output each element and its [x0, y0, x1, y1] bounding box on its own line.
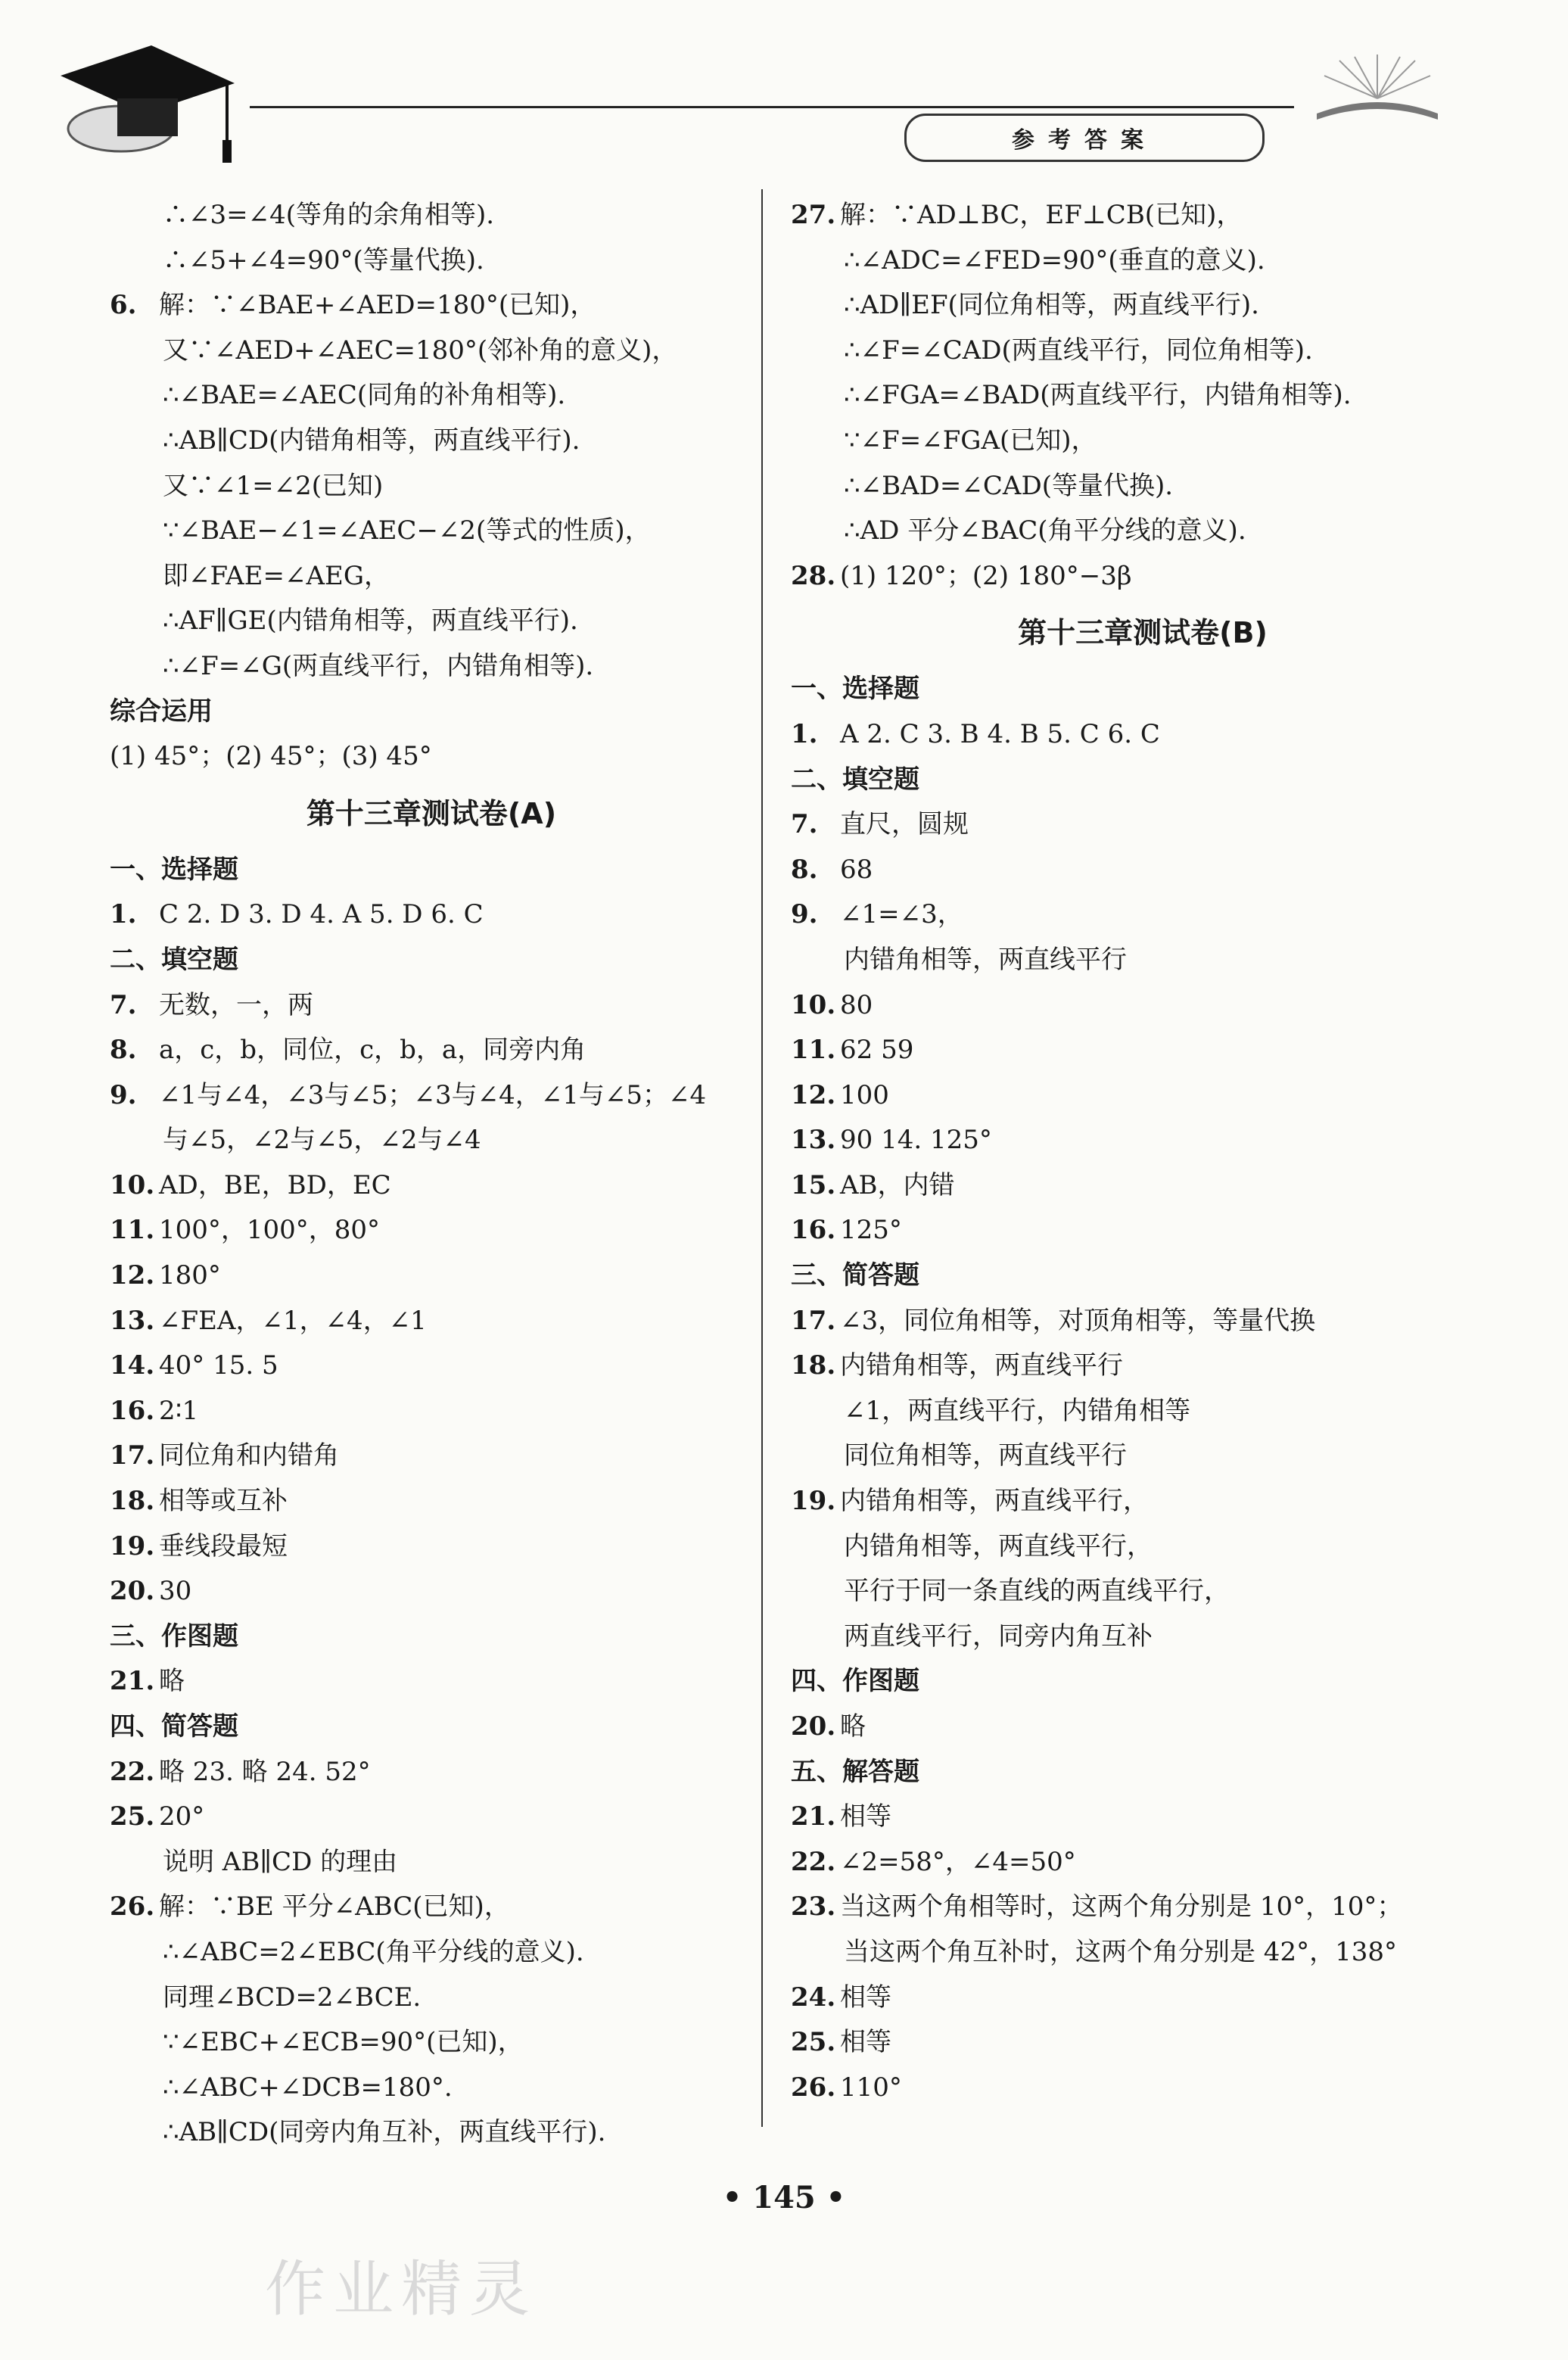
question-number: 28. [791, 560, 836, 591]
answer-line [110, 1840, 753, 1885]
answer-text: 当这两个角互补时，这两个角分别是 42°，138° [844, 1936, 1397, 1967]
question-number: 18. [110, 1486, 155, 1517]
answer-line [791, 1028, 1495, 1073]
answer-line [110, 599, 753, 644]
answer-line [791, 238, 1495, 284]
answer-line [791, 328, 1495, 374]
answer-line [791, 983, 1495, 1029]
section-heading: 二、填空题 [110, 944, 238, 975]
question-number: 17. [110, 1440, 155, 1471]
question-number: 11. [110, 1215, 155, 1246]
question-number: 7. [791, 809, 818, 840]
question-number: 22. [791, 1846, 836, 1877]
question-number: 21. [791, 1801, 836, 1832]
answer-line [110, 1073, 753, 1119]
question-number: 27. [791, 200, 836, 230]
question-number: 25. [110, 1801, 155, 1832]
answer-line [110, 2066, 753, 2111]
answer-text: ∴∠3=∠4(等角的余角相等). [163, 200, 495, 230]
answer-line [110, 892, 753, 938]
answer-line [110, 1253, 753, 1299]
answer-text: 相等 [840, 1801, 891, 1832]
section-heading: 三、作图题 [110, 1621, 238, 1652]
question-number: 25. [791, 2027, 836, 2058]
answer-text: 内错角相等，两直线平行， [844, 1530, 1153, 1561]
question-number: 7. [110, 989, 137, 1020]
chapter-title: 第十三章测试卷(A) [306, 796, 557, 830]
answer-text: 110° [840, 2072, 902, 2103]
answer-text: 说明 AB∥CD 的理由 [163, 1846, 398, 1877]
answer-text: AD，BE，BD，EC [159, 1169, 391, 1200]
answer-line [791, 373, 1495, 419]
answer-line [791, 1299, 1495, 1344]
answer-text: ∴AB∥CD(同旁内角互补，两直线平行). [163, 2117, 606, 2148]
answer-text: 180° [159, 1260, 221, 1291]
answer-line [791, 2020, 1495, 2066]
answer-text: ∴∠F=∠G(两直线平行，内错角相等). [163, 650, 594, 681]
answer-line [110, 373, 753, 419]
answer-text: ∴∠ADC=∠FED=90°(垂直的意义). [844, 244, 1265, 276]
answer-text: 同理∠BCD=2∠BCE. [163, 1982, 422, 2013]
answer-line [791, 1569, 1495, 1614]
answer-text: 直尺，圆规 [840, 809, 969, 840]
answer-line [791, 2066, 1495, 2111]
question-number: 13. [791, 1125, 836, 1156]
answer-line [110, 1479, 753, 1524]
answer-text: ∴∠5+∠4=90°(等量代换). [163, 244, 484, 276]
section-heading: 四、作图题 [791, 1666, 919, 1697]
left-column [110, 193, 753, 2156]
answer-line [791, 1840, 1495, 1885]
answer-text: ∴AD 平分∠BAC(角平分线的意义). [844, 515, 1246, 546]
section-heading: 综合运用 [110, 696, 213, 727]
answer-line [110, 238, 753, 284]
question-number: 23. [791, 1891, 836, 1923]
question-number: 8. [791, 854, 818, 885]
answer-text: 内错角相等，两直线平行 [840, 1350, 1123, 1381]
answer-line [110, 1885, 753, 1930]
answer-text: A 2. C 3. B 4. B 5. C 6. C [840, 718, 1160, 749]
column-divider [761, 189, 763, 2127]
answer-line [110, 328, 753, 374]
answer-text: 62 59 [840, 1035, 914, 1066]
answer-text: 当这两个角相等时，这两个角分别是 10°，10°； [840, 1891, 1403, 1923]
answer-line [110, 1163, 753, 1209]
question-number: 21. [110, 1666, 155, 1697]
answer-line [791, 283, 1495, 328]
question-number: 12. [110, 1260, 155, 1291]
answer-line [791, 193, 1495, 238]
answer-line [110, 2110, 753, 2156]
answer-line [791, 419, 1495, 464]
question-number: 19. [110, 1530, 155, 1561]
answer-text: (1) 45°；(2) 45°；(3) 45° [110, 741, 432, 772]
answer-line [110, 1299, 753, 1344]
answer-text: ∠3，同位角相等，对顶角相等，等量代换 [840, 1305, 1316, 1336]
question-number: 16. [110, 1395, 155, 1426]
section-heading: 一、选择题 [791, 674, 919, 705]
answer-line [110, 1795, 753, 1840]
answer-text: ∠2=58°，∠4=50° [840, 1846, 1076, 1877]
question-number: 17. [791, 1305, 836, 1336]
answer-text: 30 [159, 1576, 192, 1607]
answer-line [110, 1930, 753, 1975]
answer-text: ∴∠ABC+∠DCB=180°. [163, 2072, 453, 2103]
answer-line [110, 734, 753, 780]
answer-line [791, 892, 1495, 938]
section-heading: 五、解答题 [791, 1756, 919, 1787]
answer-text: 80 [840, 989, 873, 1020]
answer-line [791, 554, 1495, 599]
answer-line [791, 1705, 1495, 1750]
answer-text: 125° [840, 1215, 902, 1246]
section-heading: 二、填空题 [791, 764, 919, 795]
question-number: 10. [791, 989, 836, 1020]
answer-line [110, 464, 753, 509]
question-number: 24. [791, 1982, 836, 2013]
answer-text: 同位角和内错角 [159, 1440, 339, 1471]
answer-text: ∠1=∠3， [840, 899, 963, 930]
section-heading: 一、选择题 [110, 854, 238, 885]
question-number: 18. [791, 1350, 836, 1381]
answer-text: 解：∵∠BAE+∠AED=180°(已知)， [159, 290, 596, 321]
header-rule [250, 106, 1294, 108]
answer-text: ∴∠ABC=2∠EBC(角平分线的意义). [163, 1936, 584, 1967]
section-heading: 三、简答题 [791, 1260, 919, 1291]
answer-line [110, 1118, 753, 1163]
watermark: 作业精灵 [265, 2254, 537, 2324]
answer-text: 与∠5，∠2与∠5，∠2与∠4 [163, 1125, 481, 1156]
page-number: • 145 • [722, 2180, 846, 2215]
answer-text: 解：∵BE 平分∠ABC(已知)， [159, 1891, 510, 1923]
answer-line [110, 193, 753, 238]
answer-text: AB，内错 [840, 1169, 955, 1200]
answer-text: 内错角相等，两直线平行 [844, 944, 1127, 975]
answer-text: ∵∠EBC+∠ECB=90°(已知)， [163, 2027, 524, 2058]
answer-text: ∠1与∠4，∠3与∠5；∠3与∠4，∠1与∠5；∠4 [159, 1079, 707, 1110]
answer-line [110, 1434, 753, 1479]
answer-line [791, 802, 1495, 848]
answer-text: ∵∠F=∠FGA(已知)， [844, 425, 1097, 456]
answer-line [110, 644, 753, 690]
answer-line [110, 1208, 753, 1253]
graduation-cap-icon [45, 15, 242, 167]
question-number: 10. [110, 1169, 155, 1200]
answer-text: ∴AD∥EF(同位角相等，两直线平行). [844, 290, 1259, 321]
answer-text: 相等或互补 [159, 1486, 288, 1517]
answer-text: ∵∠BAE−∠1=∠AEC−∠2(等式的性质)， [163, 515, 651, 546]
question-number: 8. [110, 1035, 137, 1066]
answer-text: ∴∠FGA=∠BAD(两直线平行，内错角相等). [844, 380, 1352, 411]
answer-text: 68 [840, 854, 873, 885]
answer-text: 无数，一，两 [159, 989, 313, 1020]
answer-text: ∴∠BAD=∠CAD(等量代换). [844, 470, 1174, 501]
answer-line [791, 464, 1495, 509]
answer-line [110, 1569, 753, 1614]
answer-line [110, 283, 753, 328]
answer-line [110, 1524, 753, 1570]
question-number: 20. [110, 1576, 155, 1607]
answer-text: ∴∠BAE=∠AEC(同角的补角相等). [163, 380, 566, 411]
question-number: 1. [791, 718, 818, 749]
question-number: 26. [791, 2072, 836, 2103]
answer-line [791, 1389, 1495, 1434]
question-number: 26. [110, 1891, 155, 1923]
answer-text: a，c，b，同位，c，b，a，同旁内角 [159, 1035, 586, 1066]
answer-line [791, 1479, 1495, 1524]
answer-text: 相等 [840, 2027, 891, 2058]
answer-line [110, 983, 753, 1029]
answer-text: 略 [840, 1711, 866, 1742]
answer-text: C 2. D 3. D 4. A 5. D 6. C [159, 899, 484, 930]
answer-line [110, 1343, 753, 1389]
section-header-label: 参考答案 [1012, 127, 1157, 154]
answer-text: ∠1，两直线平行，内错角相等 [844, 1395, 1191, 1426]
answer-text: 两直线平行，同旁内角互补 [844, 1621, 1153, 1652]
answer-line [791, 1163, 1495, 1209]
answer-text: 平行于同一条直线的两直线平行， [844, 1576, 1230, 1607]
question-number: 19. [791, 1486, 836, 1517]
answer-line [110, 2020, 753, 2066]
answer-text: 又∵∠AED+∠AEC=180°(邻补角的意义)， [163, 335, 678, 366]
question-number: 9. [110, 1079, 137, 1110]
open-book-icon [1309, 53, 1445, 121]
question-number: 12. [791, 1079, 836, 1110]
answer-text: 即∠FAE=∠AEG， [163, 560, 390, 591]
answer-line [791, 1343, 1495, 1389]
answer-line [791, 1073, 1495, 1119]
answer-text: ∴AB∥CD(内错角相等，两直线平行). [163, 425, 580, 456]
question-number: 1. [110, 899, 137, 930]
answer-line [110, 1750, 753, 1795]
answer-text: 略 [159, 1666, 185, 1697]
answer-line [791, 938, 1495, 983]
answer-text: 垂线段最短 [159, 1530, 288, 1561]
answer-text: 100 [840, 1079, 889, 1110]
question-number: 6. [110, 290, 137, 321]
answer-text: 20° [159, 1801, 205, 1832]
question-number: 16. [791, 1215, 836, 1246]
answer-line [110, 1659, 753, 1705]
answer-text: 同位角相等，两直线平行 [844, 1440, 1127, 1471]
answer-line [791, 1118, 1495, 1163]
answer-line [791, 1795, 1495, 1840]
answer-line [791, 712, 1495, 758]
section-heading: 四、简答题 [110, 1711, 238, 1742]
answer-line [110, 509, 753, 554]
answer-text: (1) 120°；(2) 180°−3β [840, 560, 1132, 591]
answer-line [791, 1524, 1495, 1570]
question-number: 13. [110, 1305, 155, 1336]
answer-text: ∴∠F=∠CAD(两直线平行，同位角相等). [844, 335, 1313, 366]
answer-line [110, 1975, 753, 2021]
question-number: 9. [791, 899, 818, 930]
answer-text: 又∵∠1=∠2(已知) [163, 470, 384, 501]
answer-text: 略 23. 略 24. 52° [159, 1756, 371, 1787]
answer-text: 40° 15. 5 [159, 1350, 278, 1381]
answer-line [791, 1434, 1495, 1479]
answer-text: 90 14. 125° [840, 1125, 992, 1156]
answer-text: 2∶1 [159, 1395, 199, 1426]
answer-line [110, 554, 753, 599]
question-number: 15. [791, 1169, 836, 1200]
chapter-title: 第十三章测试卷(B) [1018, 616, 1268, 650]
answer-line [791, 1208, 1495, 1253]
answer-line [791, 1885, 1495, 1930]
answer-line [791, 1975, 1495, 2021]
answer-text: 内错角相等，两直线平行， [840, 1486, 1149, 1517]
answer-text: 解：∵AD⊥BC，EF⊥CB(已知)， [840, 200, 1243, 230]
section-header-badge [904, 114, 1265, 162]
answer-text: 100°，100°，80° [159, 1215, 381, 1246]
question-number: 20. [791, 1711, 836, 1742]
answer-line [791, 1930, 1495, 1975]
answer-line [110, 419, 753, 464]
answer-line [110, 1028, 753, 1073]
answer-text: ∴AF∥GE(内错角相等，两直线平行). [163, 606, 578, 637]
answer-text: ∠FEA，∠1，∠4，∠1 [159, 1305, 427, 1336]
right-column [791, 193, 1495, 2110]
question-number: 22. [110, 1756, 155, 1787]
answer-line [791, 848, 1495, 893]
answer-text: 相等 [840, 1982, 891, 2013]
question-number: 11. [791, 1035, 836, 1066]
answer-line [110, 1389, 753, 1434]
answer-line [791, 509, 1495, 554]
question-number: 14. [110, 1350, 155, 1381]
answer-line [791, 1614, 1495, 1660]
